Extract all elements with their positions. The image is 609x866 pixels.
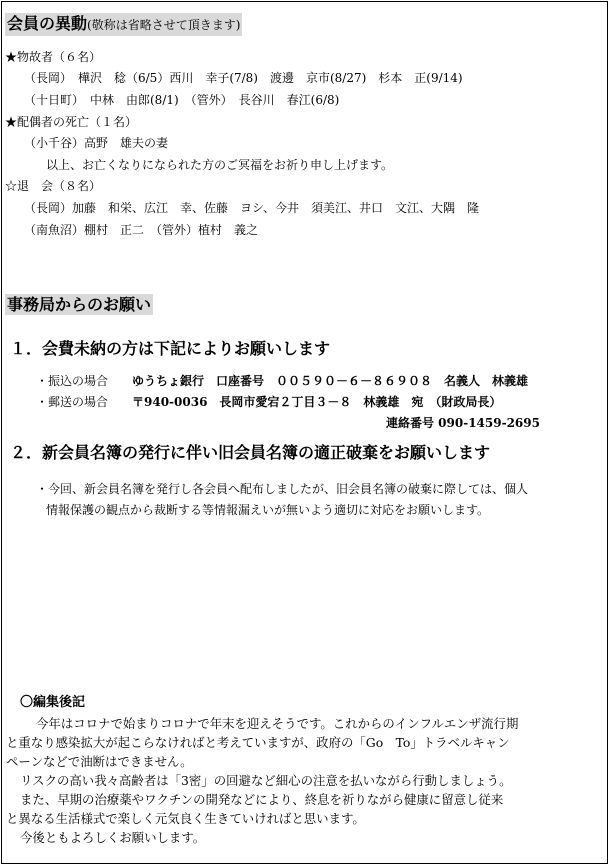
mail-detail: 〒940-0036 長岡市愛宕２丁目３－８ 林義雄 宛 （財政局長）: [132, 395, 502, 409]
postscript-line-2: と重なり感染拡大が起こらなければと考えていますが、政府の「Go To」トラベルキャン: [6, 735, 510, 750]
postscript-body: [6, 714, 606, 847]
transfer-label: ・振込の場合: [36, 374, 109, 388]
members-section-subtitle: (敬称は省略させて頂きます): [87, 18, 241, 32]
postscript-line-1: 今年はコロナで始まりコロナで年末を迎えそうです。これからのインフルエンザ流行期: [36, 716, 519, 731]
office-section-heading: [5, 294, 153, 315]
item2-title: ２．新会員名簿の発行に伴い旧会員名簿の適正破棄をお願いします: [10, 443, 491, 462]
postscript-line-7: 今後ともよろしくお願いします。: [20, 830, 206, 845]
leave-header: ☆退 会（８名）: [5, 179, 102, 193]
postscript-title: 〇編集後記: [20, 695, 86, 710]
condolence-text: 以上、お亡くなりになられた方のご冥福をお祈り申し上げます。: [46, 158, 394, 172]
deceased-line-2: （十日町） 中林 由郎(8/1) （管外） 長谷川 春江(6/8): [24, 93, 340, 107]
mail-label: ・郵送の場合: [36, 395, 109, 409]
office-section-title: 事務局からのお願い: [7, 295, 152, 314]
deceased-header: ★物故者（６名）: [5, 50, 102, 64]
spouse-line: （小千谷）高野 雄夫の妻: [24, 136, 169, 150]
item2-line-2: 情報保護の観点から裁断する等情報漏えいが無いよう適切に対応をお願いします。: [46, 503, 490, 517]
postscript-line-6: と異なる生活様式で楽しく元気良く生きていければと思います。: [6, 811, 365, 826]
contact-number: 連絡番号 090-1459-2695: [386, 416, 540, 430]
leave-line-1: （長岡）加藤 和栄、広江 幸、佐藤 ヨシ、今井 須美江、井口 文江、大隅 隆: [24, 201, 480, 215]
members-section-heading: [5, 13, 242, 36]
item2-line-1: ・今回、新会員名簿を発行し各会員へ配布しましたが、旧会員名簿の破棄に際しては、個人: [36, 482, 529, 496]
members-section-title: 会員の異動: [7, 14, 88, 33]
newsletter-page: [1, 1, 608, 864]
postscript-line-5: また、早期の治療薬やワクチンの開発などにより、終息を祈りながら健康に留意し従来: [20, 792, 504, 807]
postscript-line-3: ペーンなどで油断はできません。: [6, 754, 193, 769]
deceased-line-1: （長岡） 樺沢 稔（6/5）西川 幸子(7/8) 渡邊 京市(8/27) 杉本 正(9/14): [24, 71, 463, 85]
postscript-line-4: リスクの高い我々高齢者は「3密」の回避など細心の注意を払いながら行動しましょう。: [20, 773, 512, 788]
leave-line-2: （南魚沼）棚村 正二 （管外）植村 義之: [24, 223, 259, 237]
transfer-detail: ゆうちょ銀行 口座番号 ００５９０－６－８６９０８ 名義人 林義雄: [132, 374, 529, 388]
item1-title: １．会費未納の方は下記によりお願いします: [10, 339, 331, 358]
spouse-header: ★配偶者の死亡（１名）: [5, 115, 138, 129]
